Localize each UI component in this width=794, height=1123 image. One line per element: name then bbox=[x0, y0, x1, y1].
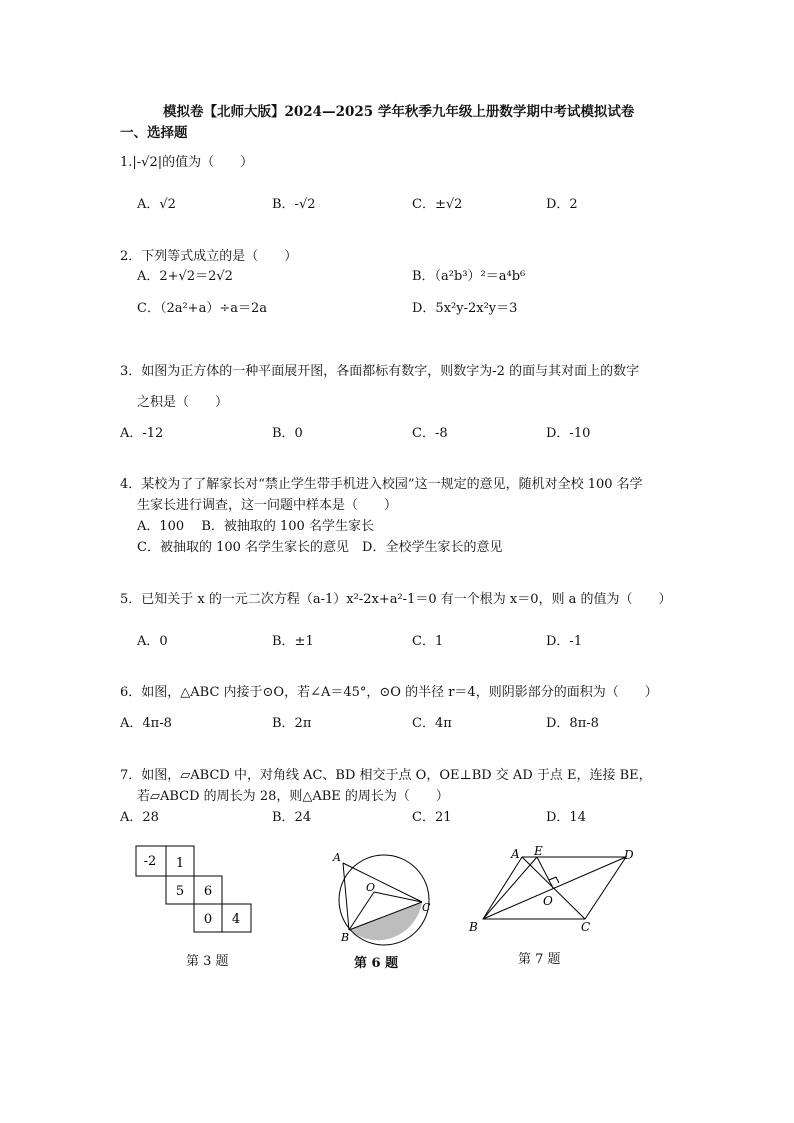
point-label-b: B bbox=[341, 931, 350, 944]
point-label-c: C bbox=[422, 901, 431, 914]
question-7-stem-line1: 7．如图，▱ABCD 中，对角线 AC、BD 相交于点 O，OE⊥BD 交 AD 于点 E，连接 BE， bbox=[120, 768, 652, 783]
question-4-stem-line1: 4．某校为了了解家长对“禁止学生带手机进入校园”这一规定的意见，随机对全校 100 名学 bbox=[120, 477, 643, 492]
q5-option-d[interactable]: D．-1 bbox=[546, 634, 583, 649]
figure-caption-q6: 第 6 题 bbox=[354, 956, 399, 971]
q7-option-a[interactable]: A．28 bbox=[120, 810, 159, 825]
point-label-a: A bbox=[511, 847, 520, 861]
q2-option-c[interactable]: C．（2a²+a）÷a＝2a bbox=[137, 301, 267, 316]
question-3-stem-line2: 之积是（ ） bbox=[137, 395, 229, 410]
q4-options-line1[interactable]: A．100 B．被抽取的 100 名学生家长 bbox=[137, 519, 374, 534]
q1-option-d[interactable]: D．2 bbox=[546, 197, 578, 212]
q2-option-d[interactable]: D．5x²y-2x²y＝3 bbox=[412, 301, 518, 316]
cube-net-figure bbox=[130, 840, 260, 940]
q6-option-d[interactable]: D．8π-8 bbox=[546, 716, 599, 731]
point-label-c: C bbox=[581, 920, 591, 934]
q5-option-c[interactable]: C．1 bbox=[412, 634, 444, 649]
circle-figure bbox=[322, 842, 432, 946]
point-label-o: O bbox=[543, 894, 553, 908]
q3-option-c[interactable]: C．-8 bbox=[412, 426, 448, 441]
section-heading: 一、选择题 bbox=[120, 125, 188, 141]
q7-option-b[interactable]: B．24 bbox=[272, 810, 312, 825]
question-3-stem-line1: 3．如图为正方体的一种平面展开图，各面都标有数字，则数字为-2 的面与其对面上的数字 bbox=[120, 364, 640, 379]
question-6-stem: 6．如图，△ABC 内接于⊙O，若∠A＝45°，⊙O 的半径 r＝4，则阴影部分的面积为（ ） bbox=[120, 685, 658, 700]
question-4-stem-line2: 生家长进行调查，这一问题中样本是（ ） bbox=[137, 498, 398, 513]
page-title: 模拟卷【北师大版】2024—2025 学年秋季九年级上册数学期中考试模拟试卷 bbox=[163, 104, 635, 120]
question-1-stem: 1.|-√2|的值为（ ） bbox=[120, 155, 254, 170]
cube-net-label: 0 bbox=[203, 912, 213, 927]
segment-ac bbox=[343, 863, 422, 902]
q2-option-a[interactable]: A．2+√2＝2√2 bbox=[137, 269, 233, 284]
q3-option-b[interactable]: B．0 bbox=[272, 426, 303, 441]
q6-option-b[interactable]: B．2π bbox=[272, 716, 312, 731]
diagonal-bd bbox=[483, 857, 626, 919]
cube-net-label: 1 bbox=[175, 856, 185, 871]
cube-net-label: 4 bbox=[231, 912, 241, 927]
point-label-e: E bbox=[534, 844, 543, 858]
shaded-segment bbox=[349, 902, 422, 940]
q6-option-a[interactable]: A．4π-8 bbox=[120, 716, 172, 731]
cube-net-label: 5 bbox=[175, 884, 185, 899]
question-2-stem: 2．下列等式成立的是（ ） bbox=[120, 249, 298, 264]
point-label-o: O bbox=[366, 881, 376, 894]
q3-option-d[interactable]: D．-10 bbox=[546, 426, 591, 441]
segment-be bbox=[483, 857, 537, 919]
q6-option-c[interactable]: C．4π bbox=[412, 716, 452, 731]
q5-option-b[interactable]: B．±1 bbox=[272, 634, 314, 649]
q7-option-d[interactable]: D．14 bbox=[546, 810, 586, 825]
cube-net-label: 6 bbox=[203, 884, 213, 899]
q3-option-a[interactable]: A．-12 bbox=[120, 426, 164, 441]
q7-option-c[interactable]: C．21 bbox=[412, 810, 452, 825]
segment-oe bbox=[537, 857, 553, 888]
question-5-stem: 5．已知关于 x 的一元二次方程（a-1）x²-2x+a²-1＝0 有一个根为 x＝0，则 a 的值为（ ） bbox=[120, 592, 672, 607]
question-7-stem-line2: 若▱ABCD 的周长为 28，则△ABE 的周长为（ ） bbox=[137, 789, 449, 804]
q5-option-a[interactable]: A．0 bbox=[137, 634, 168, 649]
q1-option-c[interactable]: C．±√2 bbox=[412, 197, 463, 212]
point-label-a: A bbox=[333, 851, 341, 864]
figure-caption-q7: 第 7 题 bbox=[518, 952, 561, 967]
cube-net-label: -2 bbox=[143, 854, 157, 869]
figure-caption-q3: 第 3 题 bbox=[186, 954, 229, 969]
point-label-d: D bbox=[624, 848, 634, 862]
q1-option-b[interactable]: B．-√2 bbox=[272, 197, 316, 212]
q2-option-b[interactable]: B．（a²b³）²＝a⁴b⁶ bbox=[412, 269, 526, 284]
point-label-b: B bbox=[469, 920, 478, 934]
q4-options-line2[interactable]: C．被抽取的 100 名学生家长的意见 D．全校学生家长的意见 bbox=[137, 540, 503, 555]
segment-oc bbox=[374, 892, 422, 902]
parallelogram-figure bbox=[465, 842, 645, 938]
q1-option-a[interactable]: A．√2 bbox=[137, 197, 176, 212]
